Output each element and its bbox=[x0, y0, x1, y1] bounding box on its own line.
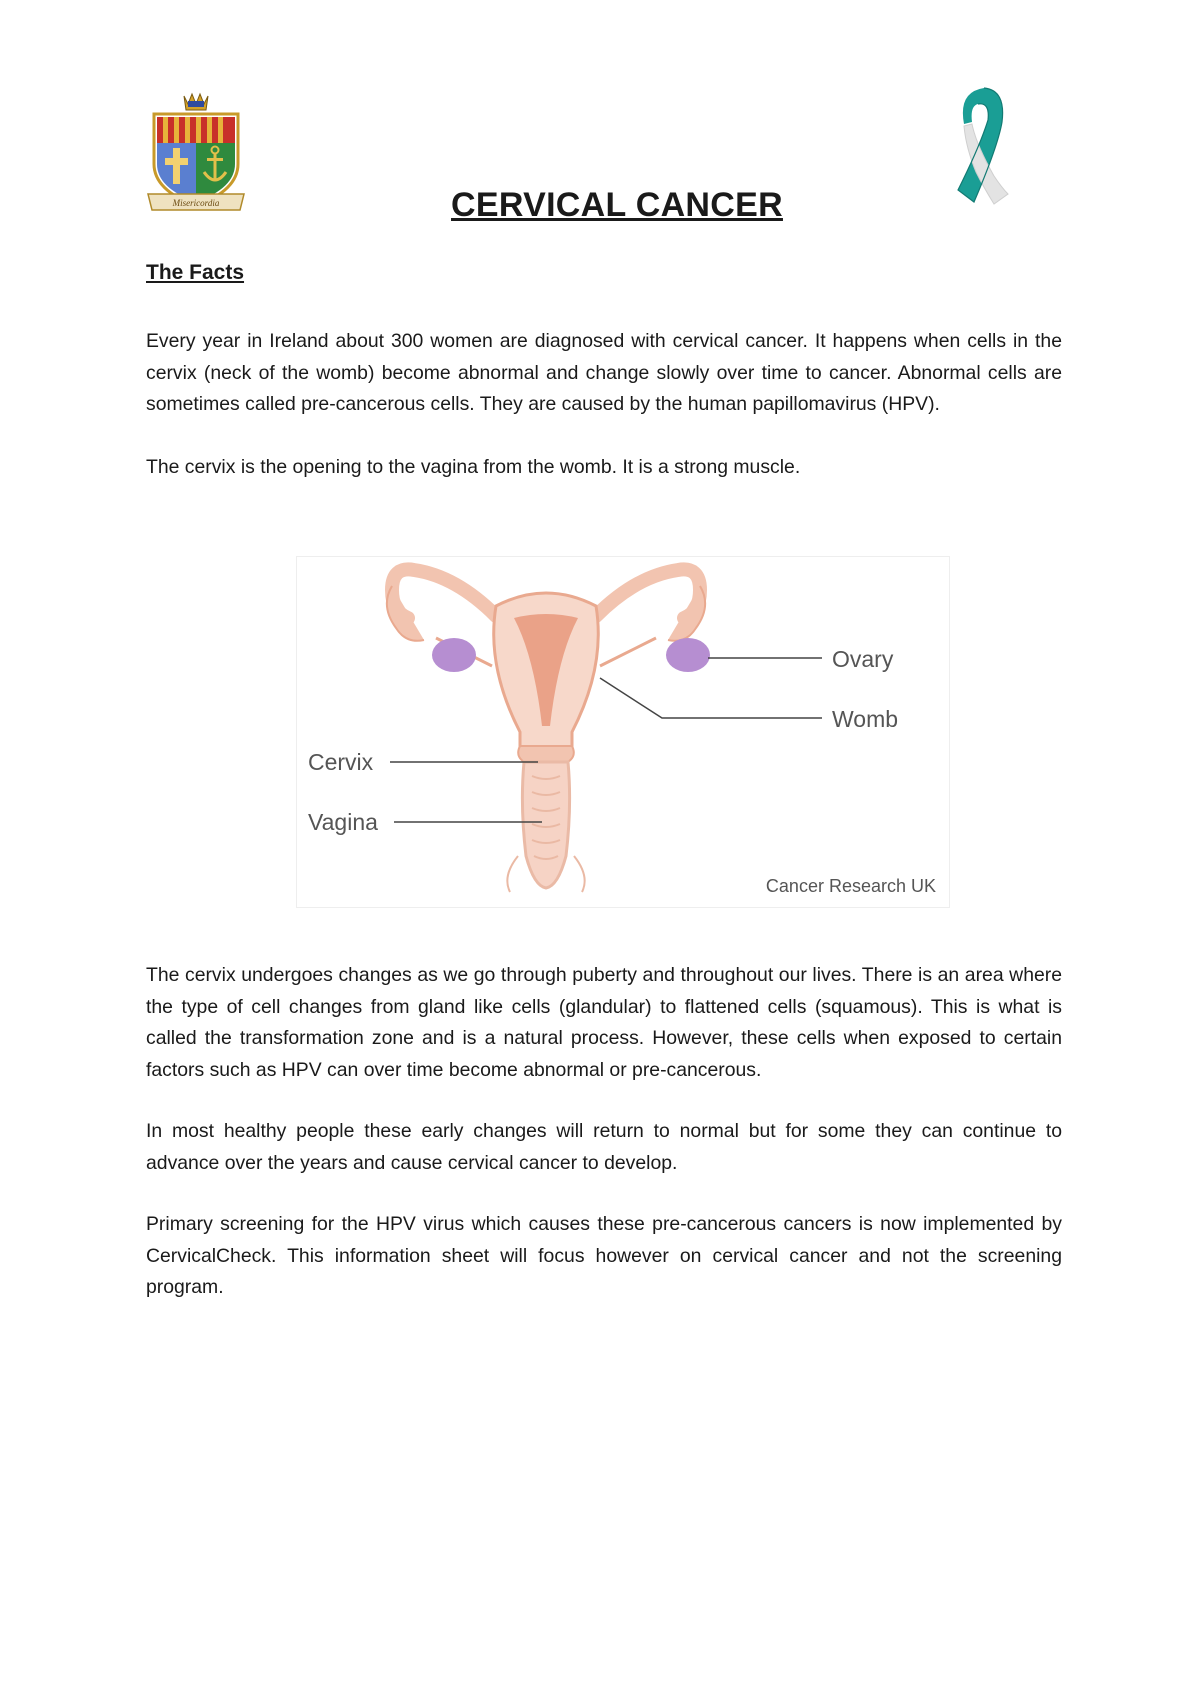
right-ovary bbox=[666, 638, 710, 672]
section-heading: The Facts bbox=[146, 261, 245, 284]
label-vagina: Vagina bbox=[308, 809, 378, 835]
label-ovary: Ovary bbox=[832, 646, 894, 672]
label-womb: Womb bbox=[832, 706, 899, 732]
paragraph-screening: Primary screening for the HPV virus which causes these pre-cancerous cancers is now implemented by CervicalCheck. This information sheet will focus however on cervical cancer and not the screening program. bbox=[146, 1213, 1062, 1298]
paragraph-early-changes: In most healthy people these early changes will return to normal but for some they can continue to advance over the years and cause cervical cancer to develop. bbox=[146, 1120, 1062, 1174]
page-title: CERVICAL CANCER bbox=[451, 186, 783, 224]
diagram-credit: Cancer Research UK bbox=[765, 876, 936, 896]
cervix-anatomy-diagram bbox=[296, 556, 950, 908]
paragraph-cervix-definition: The cervix is the opening to the vagina from the womb. It is a strong muscle. bbox=[146, 456, 801, 478]
paragraph-transformation-zone: The cervix undergoes changes as we go through puberty and throughout our lives. There is an area where the type of cell changes from gland like cells (glandular) to flattened cells (squamous). This is what is called the transformation zone and is a natural process. However, these cells when exposed to certain factors such as HPV can over time become abnormal or pre-cancerous. bbox=[146, 964, 1062, 1081]
left-ovary bbox=[432, 638, 476, 672]
crest-motto: Misericordia bbox=[172, 198, 220, 208]
label-cervix: Cervix bbox=[308, 749, 374, 775]
paragraph-intro: Every year in Ireland about 300 women are diagnosed with cervical cancer. It happens when cells in the cervix (neck of the womb) become abnormal and change slowly over time to cancer. Abnormal cells are sometimes called pre-cancerous cells. They are caused by the human papillomavirus (HPV). bbox=[146, 330, 1062, 415]
